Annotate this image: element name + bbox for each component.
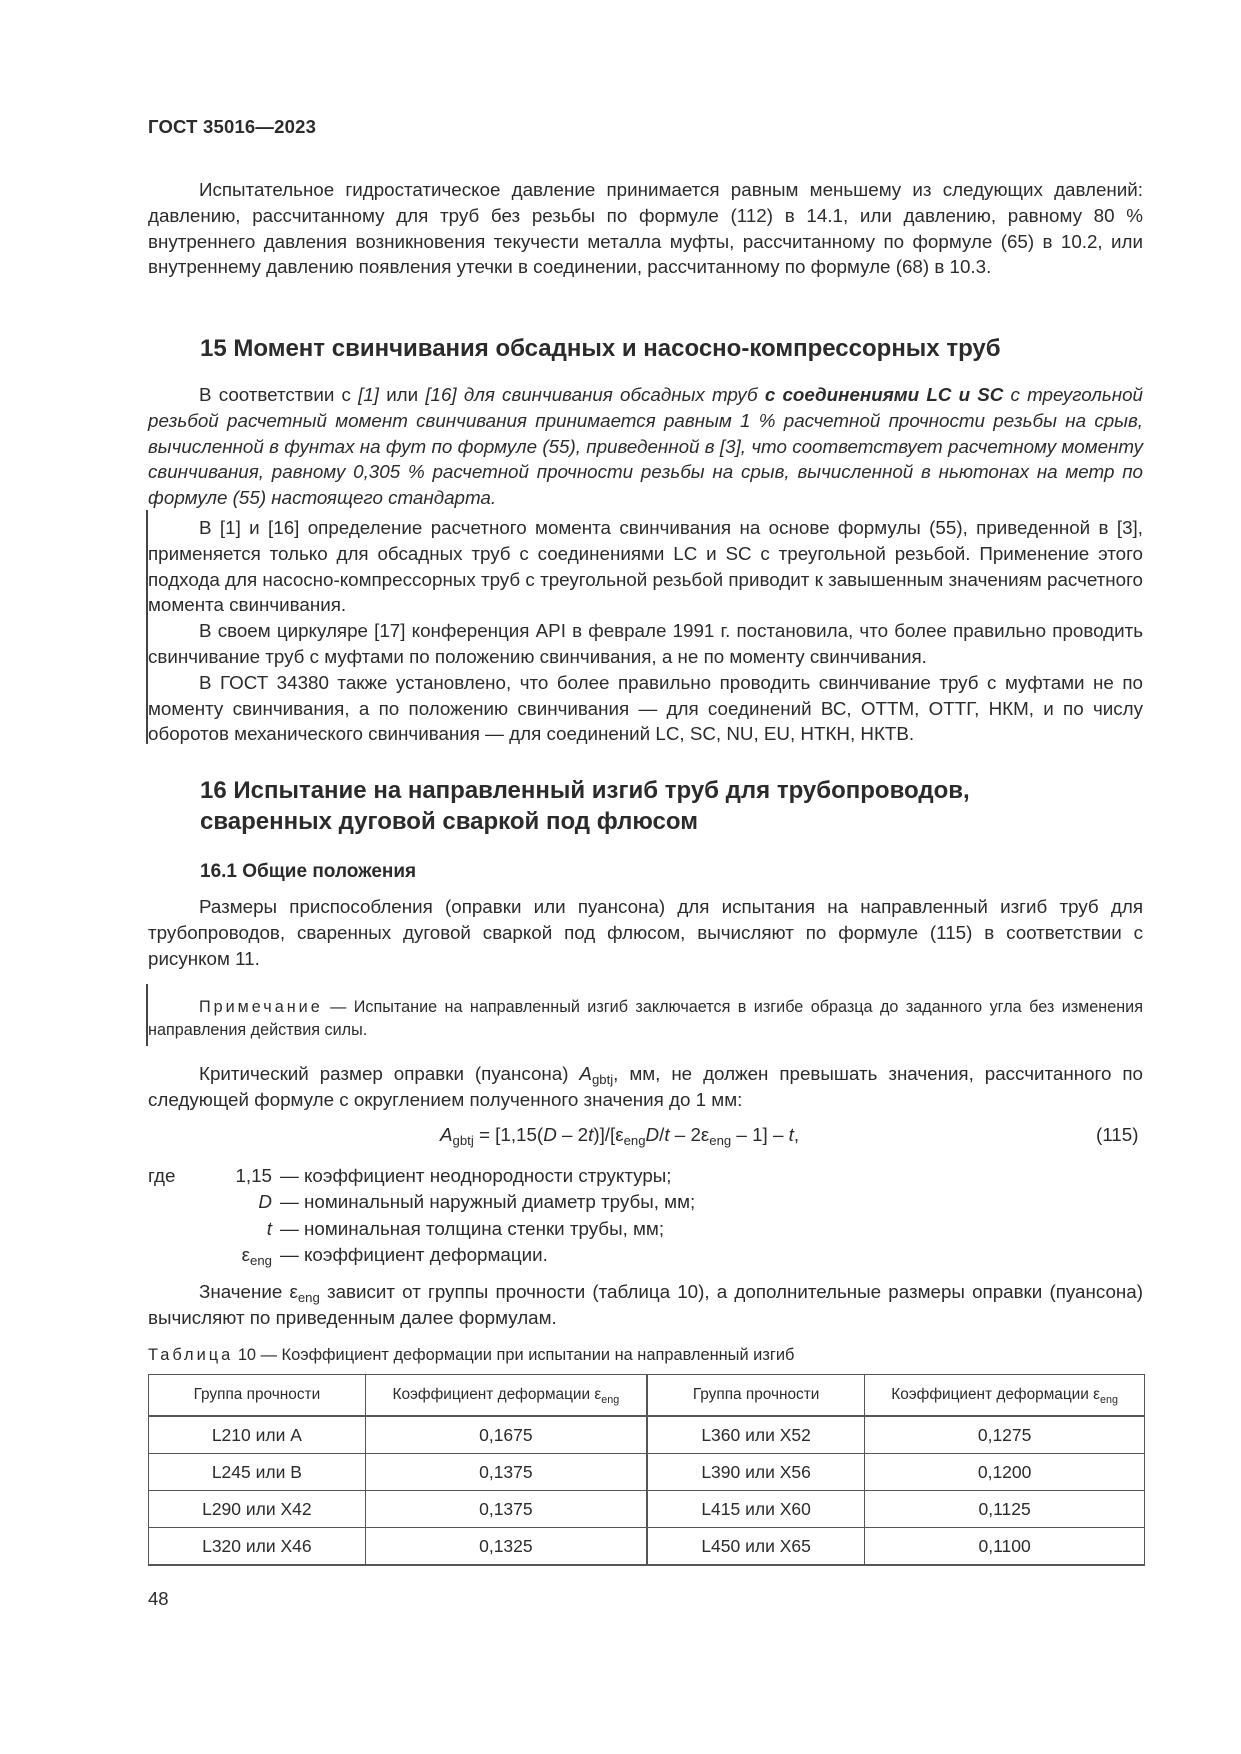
table-header-group: Группа прочности xyxy=(149,1375,366,1417)
page-number: 48 xyxy=(148,1588,169,1609)
table-cell-group: L390 или X56 xyxy=(647,1454,865,1491)
header-subscript: eng xyxy=(601,1394,620,1406)
formula-part: – 2 xyxy=(556,1124,589,1145)
where-prefix: где xyxy=(148,1165,176,1186)
document-code: ГОСТ 35016—2023 xyxy=(148,116,317,137)
where-definition: — коэффициент неоднородности структуры; xyxy=(280,1165,672,1186)
note-paragraph xyxy=(148,996,1143,1042)
section-16-paragraph-2 xyxy=(148,1061,1143,1113)
table-row xyxy=(149,1454,1145,1491)
text-run: Критический размер оправки (пуансона) xyxy=(199,1063,580,1084)
formula-part: / xyxy=(659,1124,665,1145)
table-10-caption xyxy=(148,1346,794,1365)
where-definition: — номинальный наружный диаметр трубы, мм; xyxy=(280,1191,696,1213)
section-15-heading: 15 Момент свинчивания обсадных и насосно-компрессорных труб xyxy=(200,335,1001,362)
table-cell-coefficient: 0,1100 xyxy=(865,1528,1145,1566)
section-16-heading xyxy=(200,775,970,837)
formula-subscript: gbtj xyxy=(452,1133,474,1148)
subsection-16-1-heading: 16.1 Общие положения xyxy=(200,861,417,882)
note-text: — Испытание на направленный изгиб заключается в изгибе образца до заданного угла без изменения направления действия силы. xyxy=(148,998,1143,1039)
table-header-coefficient xyxy=(865,1375,1145,1417)
where-symbol: D xyxy=(258,1191,272,1213)
formula-subscript: eng xyxy=(623,1133,646,1148)
section-15-paragraph-4: В ГОСТ 34380 также установлено, что более правильно проводить свинчивание труб с муфтами не по моменту свинчивания, а по положению свинчивания — для соединений ВС, ОТТМ, ОТТГ, НКМ, и по числу оборотов механического свинчивания — для соединений LC, SC, NU, EU, НТКН, НКТВ. xyxy=(148,671,1143,745)
text-run: В соответствии с xyxy=(199,384,359,405)
where-definition: — номинальная толщина стенки трубы, мм; xyxy=(280,1217,665,1239)
where-symbol: ε xyxy=(241,1244,251,1266)
formula-part: – 1] – xyxy=(731,1124,789,1145)
formula-number: (115) xyxy=(1096,1124,1139,1145)
formula-part: – 2ε xyxy=(669,1124,710,1145)
table-cell-coefficient: 0,1275 xyxy=(865,1416,1145,1454)
table-cell-group: L360 или X52 xyxy=(647,1416,865,1454)
table-cell-coefficient: 0,1200 xyxy=(865,1454,1145,1491)
section-16-body xyxy=(148,894,1143,971)
table-cell-coefficient: 0,1375 xyxy=(365,1454,647,1491)
where-symbol: 1,15 xyxy=(235,1165,272,1186)
table-cell-group: L415 или X60 xyxy=(647,1491,865,1528)
formula-part: = [1,15( xyxy=(473,1124,544,1145)
text-run: с треугольной резьбой расчетный момент свинчивания принимается равным 1 % расчетной прочности резьбы на срыв, вычисленной в фунтах на фут по формуле (55), приведенной в [3], что соответствует расчетному моменту свинчивания, равному 0,305 % расчетной прочности резьбы на срыв, вычисленной в ньютонах на метр по формуле (55) настоящего стандарта. xyxy=(148,384,1143,509)
text-run: или xyxy=(379,384,426,405)
emphasis-text: с соединениями LC и SC xyxy=(764,384,1004,405)
table-cell-coefficient: 0,1375 xyxy=(365,1491,647,1528)
section-15-body xyxy=(148,382,1143,511)
text-run: для свинчивания обсадных труб xyxy=(456,384,765,405)
table-row xyxy=(149,1528,1145,1566)
symbol-subscript: eng xyxy=(297,1290,320,1305)
where-symbol-group xyxy=(148,1242,272,1268)
text-run: Значение ε xyxy=(199,1281,298,1302)
section-16-paragraph-3 xyxy=(148,1279,1143,1331)
intro-paragraph-block xyxy=(148,177,1143,280)
text-run: зависит от группы прочности (таблица 10), а дополнительные размеры оправки (пуансона) вычисляют по приведенным далее формулам. xyxy=(148,1281,1143,1328)
header-text: Коэффициент деформации ε xyxy=(891,1386,1100,1403)
table-row xyxy=(149,1416,1145,1454)
formula-part: , xyxy=(793,1124,800,1145)
formula-115 xyxy=(440,1124,799,1146)
where-symbol: t xyxy=(266,1217,272,1239)
formula-symbol: t xyxy=(664,1124,670,1145)
formula-subscript: eng xyxy=(709,1133,732,1148)
section-15-paragraph-1 xyxy=(148,382,1143,511)
table-header-row xyxy=(149,1375,1145,1417)
formula-symbol: A xyxy=(440,1124,453,1145)
table-header-coefficient xyxy=(365,1375,647,1417)
table-cell-coefficient: 0,1325 xyxy=(365,1528,647,1566)
where-definition: — коэффициент деформации. xyxy=(280,1244,548,1266)
header-text: Коэффициент деформации ε xyxy=(392,1386,602,1403)
formula-part: )]/[ε xyxy=(593,1124,624,1145)
table-cell-group: L290 или X42 xyxy=(149,1491,366,1528)
formula-symbol: D xyxy=(543,1124,557,1145)
table-cell-group: L320 или X46 xyxy=(149,1528,366,1566)
section-16-paragraph-2-block xyxy=(148,1061,1143,1113)
table-cell-coefficient: 0,1675 xyxy=(365,1416,647,1454)
section-16-paragraph-1: Размеры приспособления (оправки или пуансона) для испытания на направленный изгиб труб для трубопроводов, сваренных дуговой сваркой под флюсом, вычисляют по формуле (115) в соответствии с рисунком 11. xyxy=(148,896,1143,969)
table-10 xyxy=(148,1374,1145,1566)
header-subscript: eng xyxy=(1100,1394,1118,1406)
table-cell-group: L245 или B xyxy=(149,1454,366,1491)
table-caption-label: Таблица xyxy=(148,1346,234,1364)
note-label: Примечание xyxy=(199,998,323,1016)
table-cell-coefficient: 0,1125 xyxy=(865,1491,1145,1528)
reference-link: [1] xyxy=(358,384,379,405)
reference-link: [16] xyxy=(425,384,457,405)
section-16-heading-line-1: 16 Испытание на направленный изгиб труб для трубопроводов, xyxy=(200,777,970,804)
formula-symbol: t xyxy=(788,1124,794,1145)
where-symbol-subscript: eng xyxy=(250,1253,272,1269)
formula-symbol: D xyxy=(645,1124,660,1145)
section-16-heading-line-2: сваренных дуговой сваркой под флюсом xyxy=(200,808,698,835)
formula-symbol: t xyxy=(588,1124,594,1145)
note-block xyxy=(148,996,1143,1042)
intro-paragraph: Испытательное гидростатическое давление принимается равным меньшему из следующих давлений: давлению, рассчитанному для труб без резьбы по формуле (112) в 14.1, или давлению, равному 80 % внутреннего давления возникновения текучести металла муфты, рассчитанному по формуле (65) в 10.2, или внутреннему давлению появления утечки в соединении, рассчитанному по формуле (68) в 10.3. xyxy=(148,179,1143,278)
table-cell-group: L210 или A xyxy=(149,1416,366,1454)
section-16-paragraph-3-block xyxy=(148,1279,1143,1331)
section-15-paragraph-3: В своем циркуляре [17] конференция API в феврале 1991 г. постановила, что более правильно проводить свинчивание труб с муфтами по положению свинчивания, а не по моменту свинчивания. xyxy=(148,620,1143,667)
section-15-paragraph-2: В [1] и [16] определение расчетного момента свинчивания на основе формулы (55), приведенной в [3], применяется только для обсадных труб с соединениями LC и SC с треугольной резьбой. Применение этого подхода для насосно-компрессорных труб с треугольной резьбой приводит к завышенным значениям расчетного момента свинчивания. xyxy=(148,517,1143,616)
symbol-subscript: gbtj xyxy=(591,1072,614,1087)
table-header-group: Группа прочности xyxy=(647,1375,865,1417)
text-run: , мм, не должен превышать значения, рассчитанного по следующей формуле с округлением полученного значения до 1 мм: xyxy=(148,1063,1143,1110)
table-row xyxy=(149,1491,1145,1528)
symbol: A xyxy=(579,1063,592,1084)
table-cell-group: L450 или X65 xyxy=(647,1528,865,1566)
table-caption-text: 10 — Коэффициент деформации при испытании на направленный изгиб xyxy=(233,1346,795,1364)
section-15-remarks xyxy=(148,515,1143,747)
